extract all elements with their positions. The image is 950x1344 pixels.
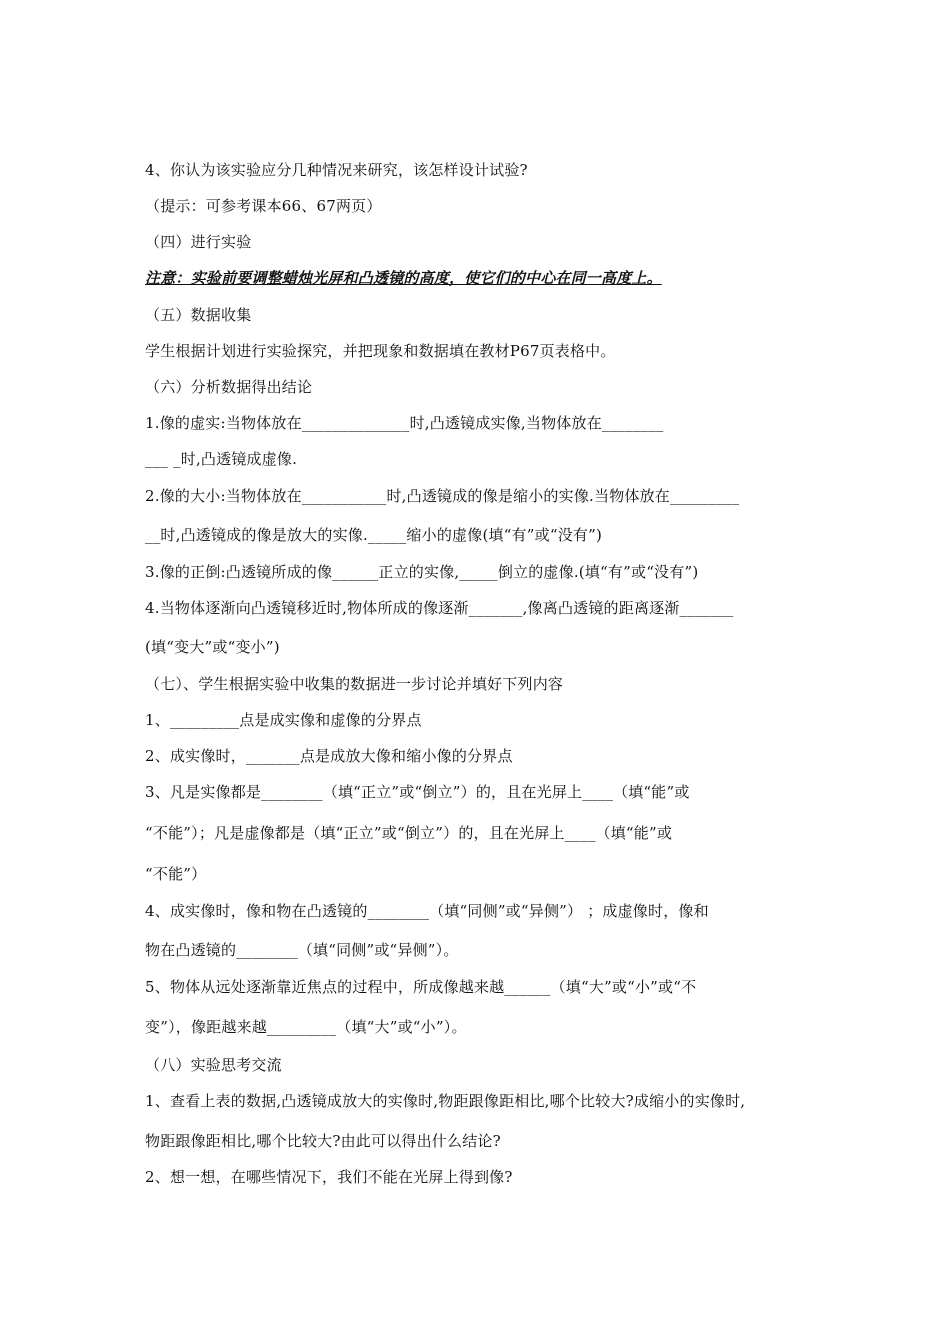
section-5-heading: （五）数据收集 xyxy=(145,306,252,324)
conclusion-1-line-2: ___ _时,凸透镜成虚像. xyxy=(145,450,298,468)
section-4-heading: （四）进行实验 xyxy=(145,233,252,251)
attention-note: 注意：实验前要调整蜡烛光屏和凸透镜的高度，使它们的中心在同一高度上。 xyxy=(145,269,662,287)
conclusion-2-line-1: 2.像的大小:当物体放在___________时,凸透镜成的像是缩小的实像.当物体放在_________ xyxy=(145,487,740,505)
conclusion-1-line-1: 1.像的虚实:当物体放在______________时,凸透镜成实像,当物体放在________ xyxy=(145,414,664,432)
hint: （提示：可参考课本66、67两页） xyxy=(145,197,382,215)
discussion-3-line-2: “不能”）；凡是虚像都是（填“正立”或“倒立”）的，且在光屏上____（填“能”或 xyxy=(145,824,673,842)
reflection-1-line-2: 物距跟像距相比,哪个比较大?由此可以得出什么结论? xyxy=(145,1132,501,1150)
section-7-heading: （七）、学生根据实验中收集的数据进一步讨论并填好下列内容 xyxy=(145,675,564,693)
discussion-2: 2、成实像时，_______点是成放大像和缩小像的分界点 xyxy=(145,747,513,765)
question-4: 4、你认为该实验应分几种情况来研究，该怎样设计试验? xyxy=(145,161,528,179)
discussion-3-line-3: “不能”） xyxy=(145,865,207,883)
conclusion-2-line-2: __时,凸透镜成的像是放大的实像._____缩小的虚像(填“有”或“没有”) xyxy=(145,526,603,544)
conclusion-4-line-2: (填“变大”或“变小”) xyxy=(145,638,280,656)
discussion-3-line-1: 3、凡是实像都是________（填“正立”或“倒立”）的，且在光屏上____（填“能”或 xyxy=(145,783,690,801)
section-8-heading: （八）实验思考交流 xyxy=(145,1056,282,1074)
reflection-2: 2、想一想，在哪些情况下，我们不能在光屏上得到像? xyxy=(145,1168,513,1186)
discussion-5-line-2: 变”），像距越来越_________（填“大”或“小”）。 xyxy=(145,1018,467,1036)
discussion-1: 1、_________点是成实像和虚像的分界点 xyxy=(145,711,422,729)
reflection-1-line-1: 1、查看上表的数据,凸透镜成放大的实像时,物距跟像距相比,哪个比较大?成缩小的实像时, xyxy=(145,1092,746,1110)
discussion-5-line-1: 5、物体从远处逐渐靠近焦点的过程中，所成像越来越______（填“大”或“小”或“不 xyxy=(145,978,697,996)
conclusion-4-line-1: 4.当物体逐渐向凸透镜移近时,物体所成的像逐渐_______,像离凸透镜的距离逐渐_______ xyxy=(145,599,734,617)
discussion-4-line-2: 物在凸透镜的________（填“同侧”或“异侧”）。 xyxy=(145,941,459,959)
conclusion-3: 3.像的正倒:凸透镜所成的像______正立的实像,_____倒立的虚像.(填“有”或“没有”) xyxy=(145,563,699,581)
data-collection-text: 学生根据计划进行实验探究，并把现象和数据填在教材P67页表格中。 xyxy=(145,342,616,360)
discussion-4-line-1: 4、成实像时，像和物在凸透镜的________（填“同侧”或“异侧”） ；成虚像时，像和 xyxy=(145,902,709,920)
section-6-heading: （六）分析数据得出结论 xyxy=(145,378,313,396)
